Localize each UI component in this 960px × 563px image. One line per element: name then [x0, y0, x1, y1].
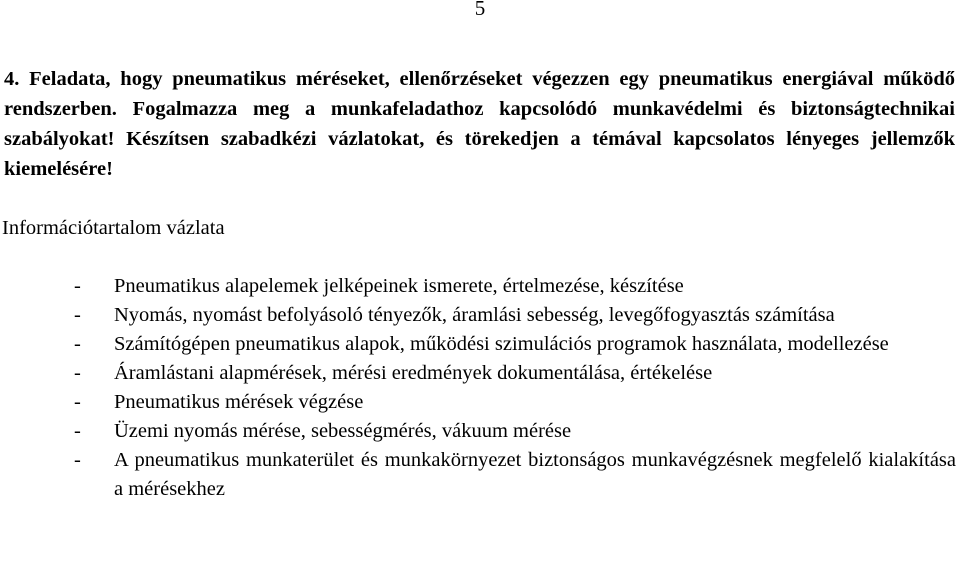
list-bullet: - [74, 449, 81, 471]
list-bullet: - [74, 420, 81, 442]
list-item [74, 417, 956, 446]
list-item-text: Nyomás, nyomást befolyásoló tényezők, áramlási sebesség, levegőfogyasztás számítása [114, 304, 835, 326]
list-item [74, 359, 956, 388]
list-bullet: - [74, 362, 81, 384]
list-item [74, 330, 956, 359]
list-item [74, 446, 956, 504]
list-bullet: - [74, 275, 81, 297]
list-item-text: Áramlástani alapmérések, mérési eredmények dokumentálása, értékelése [114, 362, 713, 384]
section-title: Információtartalom vázlata [2, 217, 225, 239]
list-item-text: Pneumatikus mérések végzése [114, 391, 364, 413]
list-item [74, 301, 956, 330]
page-number: 5 [474, 0, 486, 20]
list-bullet: - [74, 304, 81, 326]
list-item-text: Számítógépen pneumatikus alapok, működési szimulációs programok használata, modellezése [114, 333, 889, 355]
task-description: 4. Feladata, hogy pneumatikus méréseket, ellenőrzéseket végezzen egy pneumatikus energiával működő rendszerben. Fogalmazza meg a munkafeladathoz kapcsolódó munkavédelmi és biztonságtechnikai szabályokat! Készítsen szabadkézi vázlatokat, és törekedjen a témával kapcsolatos lényeges jellemzők kiemelésére! [4, 68, 955, 180]
content-outline-list [74, 272, 956, 504]
list-bullet: - [74, 333, 81, 355]
list-item [74, 388, 956, 417]
list-item-text: Pneumatikus alapelemek jelképeinek ismerete, értelmezése, készítése [114, 275, 684, 297]
list-item-text: Üzemi nyomás mérése, sebességmérés, vákuum mérése [114, 420, 572, 442]
list-bullet: - [74, 391, 81, 413]
list-item-text: A pneumatikus munkaterület és munkakörnyezet biztonságos munkavégzésnek megfelelő kialakítása a mérésekhez [114, 449, 956, 500]
list-item [74, 272, 956, 301]
